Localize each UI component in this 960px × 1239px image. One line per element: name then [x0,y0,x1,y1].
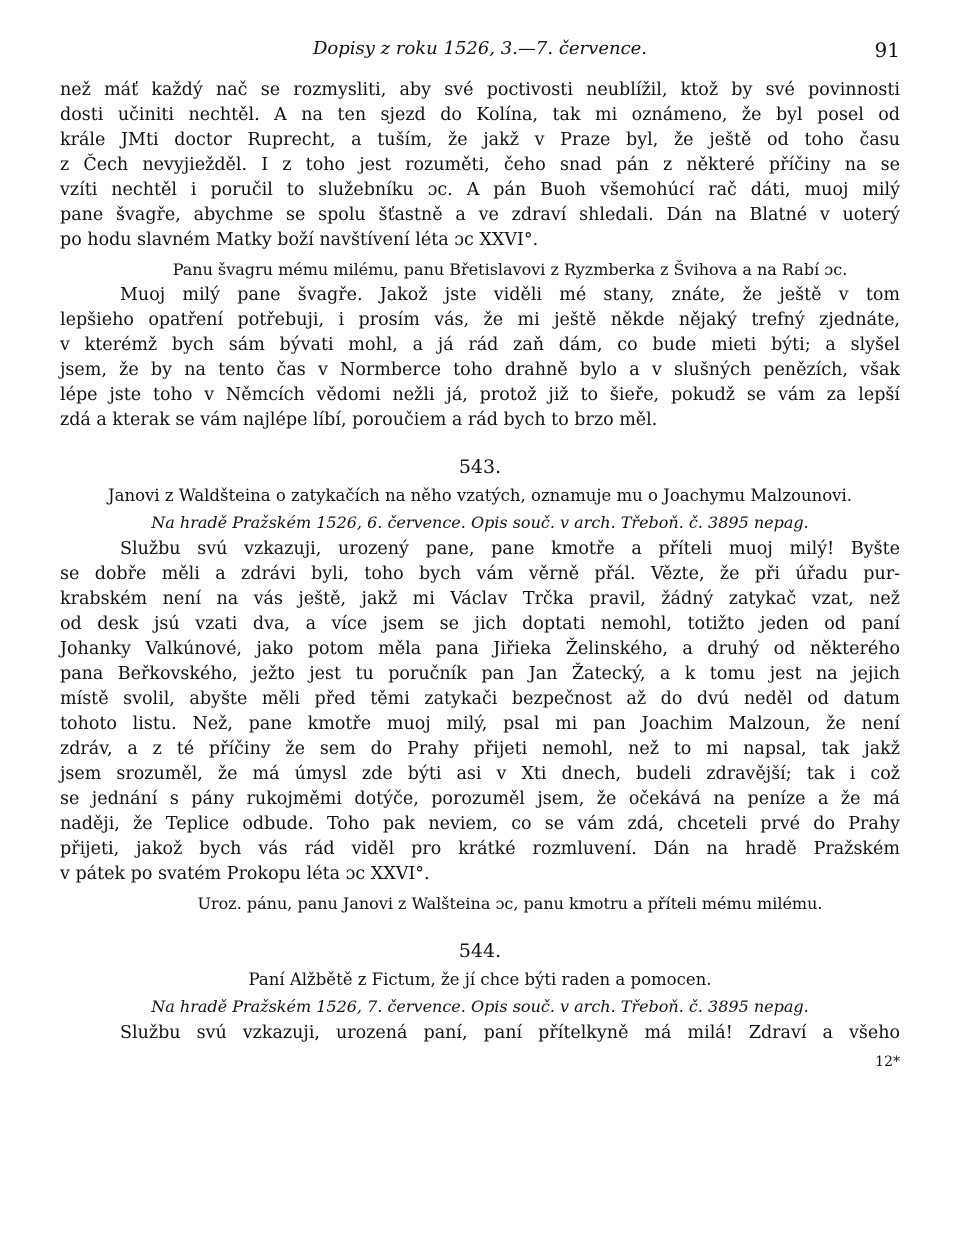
letter-number: 544. [458,940,502,962]
text-line: krále JMti doctor Ruprecht, a tuším, že jakž v Praze byl, že ještě od toho času [60,130,900,150]
text-line: místě svolil, abyšte měli před těmi zatykači bezpečnost až do dvú neděl od datum [60,689,900,709]
text-line: jsem srozuměl, že má úmysl zde býti asi v Xti dnech, budeli zdravější; tak i což [60,764,900,784]
running-head [60,38,900,78]
text-line: v pátek po svatém Prokopu léta ɔc XXVI°. [60,864,430,884]
text-line: od desk jsú vzati dva, a více jsem se jich doptati nemohl, totižto jeden od paní [60,614,900,634]
letter-address: Uroz. pánu, panu Janovi z Walšteina ɔc, panu kmotru a příteli mému milému. [197,894,823,913]
text-line: se jednání s pány rukojměmi dotýče, porozuměl jsem, že očekává na peníze a že má [60,789,900,809]
text-line: lépe jste toho v Němcích vědomi nežli já, protož již to šieře, pokudž se vám za lepší [60,385,900,405]
running-head-title: Dopisy z roku 1526, 3.—7. července. [312,38,648,59]
signature-mark: 12* [875,1054,900,1070]
letter-source: Na hradě Pražském 1526, 6. července. Opis souč. v arch. Třeboň. č. 3895 nepag. [151,513,809,532]
page-number: 91 [874,38,900,62]
text-line: lepšieho opatření potřebuji, i prosím vás, že mi ještě někde nějaký trefný zjednáte, [60,310,900,330]
page [60,38,900,1070]
letter-number: 543. [458,456,502,478]
text-line: naději, že Teplice odbude. Toho pak neviem, co se vám zdá, chceteli prvé do Prahy [60,814,900,834]
letter-summary: Paní Alžbětě z Fictum, že jí chce býti raden a pomocen. [248,970,712,989]
text-line: vzíti nechtěl i poručil to služebníku ɔc. A pán Buoh všemohúcí rač dáti, muoj milý [60,180,900,200]
text-line: krabském není na vás ještě, jakž mi Václav Trčka pravil, žádný zatykač vzat, než [60,589,900,609]
text-line: přijeti, jakož bych vás rád viděl pro krátké rozmluvení. Dán na hradě Pražském [60,839,900,859]
text-line: Muoj milý pane švagře. Jakož jste viděli mé stany, znáte, že ještě v tom [120,285,900,305]
letter-address: Panu švagru mému milému, panu Břetislavovi z Ryzmberka z Švihova a na Rabí ɔc. [172,260,848,279]
text-line: zdá a kterak se vám najlépe líbí, poroučiem a rád bych to brzo měl. [60,410,658,430]
letter-body [60,1021,900,1046]
text-line: než máť každý nač se rozmysliti, aby své poctivosti neublížil, ktož by své povinnosti [60,80,900,100]
text-line: v kterémž bych sám bývati mohl, a já rád zaň dám, co bude mieti býti; a slyšel [60,335,900,355]
text-line: Službu svú vzkazuji, urozená paní, paní přítelkyně má milá! Zdraví a všeho [120,1023,900,1043]
text-line: tohoto listu. Než, pane kmotře muoj milý, psal mi pan Joachim Malzoun, že není [60,714,900,734]
paragraph-continuation [60,78,900,253]
text-line: Službu svú vzkazuji, urozený pane, pane kmotře a příteli muoj milý! Byšte [120,539,900,559]
text-line: po hodu slavném Matky boží navštívení léta ɔc XXVI°. [60,230,539,250]
text-line: z Čech nevyjiežděl. I z toho jest rozuměti, čeho snad pán z některé příčiny na se [60,155,900,175]
text-line: zdráv, a z té příčiny že sem do Prahy přijeti nemohl, než to mi napsal, tak jakž [60,739,900,759]
letter-source: Na hradě Pražském 1526, 7. července. Opis souč. v arch. Třeboň. č. 3895 nepag. [151,997,809,1016]
text-line: pane švagře, abychme se spolu šťastně a ve zdraví shledali. Dán na Blatné v uoterý [60,205,900,225]
text-line: jsem, že by na tento čas v Normberce toho drahně bylo a v slušných penězích, však [60,360,900,380]
text-line: dosti učiniti nechtěl. A na ten sjezd do Kolína, tak mi oznámeno, že byl posel od [60,105,900,125]
letter-body [60,283,900,433]
letter-summary: Janovi z Waldšteina o zatykačích na něho vzatých, oznamuje mu o Joachymu Malzounovi. [108,486,852,505]
text-line: se dobře měli a zdrávi byli, toho bych vám věrně přál. Vězte, že při úřadu pur- [60,564,900,584]
letter-body [60,537,900,887]
text-line: pana Beřkovského, ježto jest tu poručník pan Jan Žatecký, a k tomu jest na jejich [60,664,900,684]
text-line: Johanky Valkúnové, jako potom měla pana Jiřieka Želinského, a druhý od některého [60,639,900,659]
